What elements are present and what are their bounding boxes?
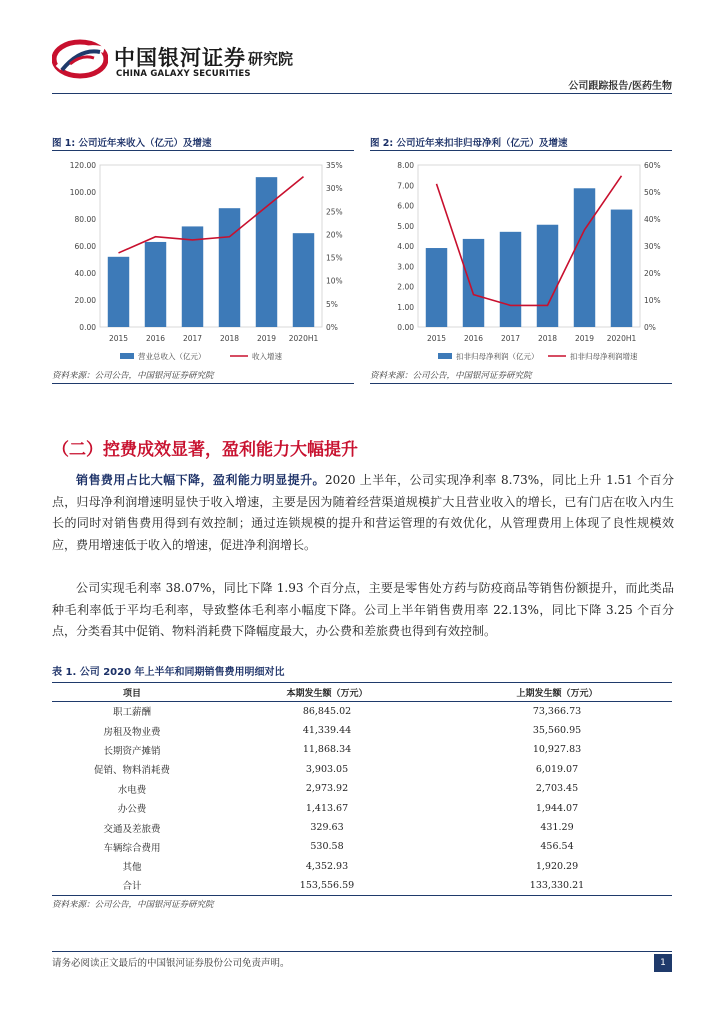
table-cell: 交通及差旅费 <box>103 823 161 835</box>
figure-divider <box>370 383 672 384</box>
bar <box>145 242 166 327</box>
paragraph <box>52 578 674 643</box>
y2-tick-label: 0% <box>326 323 338 332</box>
figure-source: 资料来源：公司公告，中国银河证券研究院 <box>370 371 532 381</box>
brand-name-en: CHINA GALAXY SECURITIES <box>116 69 251 79</box>
y2-tick-label: 40% <box>644 215 661 224</box>
table-row <box>52 798 672 817</box>
table-cell: 6,019.07 <box>535 763 579 775</box>
brand-department: 研究院 <box>248 50 294 68</box>
x-tick-label: 2020H1 <box>288 334 319 343</box>
table-row <box>52 760 672 779</box>
table-cell: 133,330.21 <box>442 876 672 895</box>
table-header-row <box>52 683 672 702</box>
paragraph-lead: 销售费用占比大幅下降，盈利能力明显提升。 <box>76 473 325 487</box>
table-cell: 1,920.29 <box>535 860 579 872</box>
table-row <box>52 857 672 876</box>
table-cell: 329.63 <box>310 822 344 834</box>
x-tick-label: 2018 <box>219 334 240 343</box>
table-cell: 1,944.07 <box>535 802 579 814</box>
table-cell: 456.54 <box>540 841 574 853</box>
paragraph-text: 公司实现毛利率 38.07%，同比下降 1.93 个百分点，主要是零售处方药与防疫商品等销售份额提升，而此类品种毛利率低于平均毛利率，导致整体毛利率小幅度下降。公司上半年销售费用率 22.13%，同比下降 3.25 个百分点，分类看其中促销、物料消耗费下降幅度最大，办公费和差旅费也得到有效控制。 <box>52 581 674 638</box>
figure-net-profit <box>370 135 672 369</box>
x-tick-label: 2017 <box>500 334 521 343</box>
y-tick-label: 3.00 <box>397 262 414 272</box>
plot-frame <box>418 165 640 327</box>
table-row <box>52 818 672 837</box>
table-cell: 其他 <box>122 862 142 874</box>
y-tick-label: 6.00 <box>397 201 414 211</box>
table-cell: 86,845.02 <box>302 705 352 717</box>
y-tick-label: 0.00 <box>79 323 96 332</box>
table-source: 资料来源：公司公告，中国银河证券研究院 <box>52 900 214 910</box>
table-row <box>52 702 672 721</box>
y-tick-label: 40.00 <box>74 269 96 278</box>
y2-tick-label: 30% <box>326 184 343 194</box>
y-tick-label: 60.00 <box>74 242 96 251</box>
column-header: 本期发生额（万元） <box>212 683 442 702</box>
y-tick-label: 7.00 <box>397 181 414 191</box>
legend-label: 扣非归母净利润增速 <box>570 352 638 361</box>
y-tick-label: 0.00 <box>397 323 414 332</box>
paragraph-text: 2020 上半年，公司实现净利率 8.73%，同比上升 1.51 个百分点，归母净利润增速明显快于收入增速，主要是因为随着经营渠道规模扩大且营业收入的增长，已有门店在收入内生长的同时对销售费用得到有效控制；通过连锁规模的提升和营运管理的有效优化，从管理费用上体现了良性规模效应，费用增速低于收入的增速，促进净利润增长。 <box>52 473 674 552</box>
y2-tick-label: 60% <box>644 161 661 170</box>
bar <box>426 248 447 327</box>
table-cell: 41,339.44 <box>302 725 352 737</box>
x-tick-label: 2018 <box>537 334 558 343</box>
x-tick-label: 2020H1 <box>606 334 637 343</box>
table-title: 表 1. 公司 2020 年上半年和同期销售费用明细对比 <box>52 667 285 678</box>
table-row <box>52 779 672 798</box>
y2-tick-label: 50% <box>644 188 661 197</box>
legend-swatch-bar <box>438 353 452 359</box>
galaxy-logo-icon <box>52 38 108 80</box>
table-cell: 3,903.05 <box>305 763 349 775</box>
bar <box>611 210 632 327</box>
y-tick-label: 2.00 <box>397 282 414 292</box>
y2-tick-label: 20% <box>644 269 661 278</box>
y2-tick-label: 25% <box>326 207 343 217</box>
report-type: 公司跟踪报告/医药生物 <box>568 81 672 92</box>
legend-label: 营业总收入（亿元） <box>138 352 206 361</box>
y2-tick-label: 35% <box>326 161 343 170</box>
x-tick-label: 2016 <box>463 334 484 343</box>
legend-label: 收入增速 <box>252 352 282 361</box>
table-cell: 房租及物业费 <box>103 726 161 738</box>
y2-tick-label: 15% <box>326 253 343 263</box>
bar <box>463 239 484 327</box>
table-cell: 职工薪酬 <box>112 707 151 719</box>
table-cell: 11,868.34 <box>302 744 352 756</box>
table-cell: 2,703.45 <box>535 783 579 795</box>
bar <box>500 232 521 327</box>
table-cell: 车辆综合费用 <box>103 842 161 854</box>
table-cell: 办公费 <box>117 804 147 816</box>
table-row <box>52 876 672 895</box>
y-tick-label: 5.00 <box>397 221 414 231</box>
figure-source: 资料来源：公司公告，中国银河证券研究院 <box>52 371 214 381</box>
bar <box>219 208 240 327</box>
y2-tick-label: 0% <box>644 323 656 332</box>
y2-tick-label: 5% <box>326 299 338 309</box>
net-profit-chart <box>370 155 672 369</box>
table-row <box>52 837 672 856</box>
paragraph <box>52 470 674 556</box>
table-cell: 35,560.95 <box>532 725 582 737</box>
table-cell: 1,413.67 <box>305 802 349 814</box>
x-tick-label: 2017 <box>182 334 203 343</box>
table-row <box>52 721 672 740</box>
figure-title: 图 2: 公司近年来扣非归母净利（亿元）及增速 <box>370 135 672 151</box>
brand-name-cn: 中国银河证券 <box>114 46 246 70</box>
bar <box>293 233 314 327</box>
table-cell: 2,973.92 <box>305 783 349 795</box>
y-tick-label: 4.00 <box>397 242 414 251</box>
footer-divider <box>52 951 672 952</box>
y2-tick-label: 10% <box>326 276 343 286</box>
x-tick-label: 2015 <box>108 334 129 343</box>
y-tick-label: 20.00 <box>74 296 96 305</box>
bar <box>537 225 558 327</box>
figure-title: 图 1: 公司近年来收入（亿元）及增速 <box>52 135 354 151</box>
y2-tick-label: 30% <box>644 242 661 251</box>
table-cell: 水电费 <box>117 784 147 796</box>
bar <box>108 257 129 327</box>
table-cell: 合计 <box>52 876 212 895</box>
section-title: （二）控费成效显著，盈利能力大幅提升 <box>52 440 358 460</box>
y2-tick-label: 10% <box>644 296 661 305</box>
expense-table <box>52 682 672 896</box>
table-cell: 10,927.83 <box>532 744 582 756</box>
legend-swatch-bar <box>120 353 134 359</box>
y2-tick-label: 20% <box>326 230 343 240</box>
legend-label: 扣非归母净利润（亿元） <box>456 352 539 361</box>
revenue-chart <box>52 155 354 369</box>
y-tick-label: 120.00 <box>69 161 96 170</box>
table-cell: 431.29 <box>540 822 574 834</box>
x-tick-label: 2019 <box>256 334 277 343</box>
x-tick-label: 2016 <box>145 334 166 343</box>
table-cell: 153,556.59 <box>212 876 442 895</box>
table-cell: 长期资产摊销 <box>103 745 161 757</box>
figure-divider <box>52 383 354 384</box>
y-tick-label: 8.00 <box>397 161 414 170</box>
page-number: 1 <box>654 954 672 972</box>
figure-revenue <box>52 135 354 369</box>
bar <box>574 188 595 327</box>
table-cell: 530.58 <box>310 841 344 853</box>
y-tick-label: 100.00 <box>69 188 96 197</box>
report-header <box>0 0 724 100</box>
bar <box>182 226 203 327</box>
table-cell: 促销、物料消耗费 <box>93 765 170 777</box>
x-tick-label: 2019 <box>574 334 595 343</box>
y-tick-label: 80.00 <box>74 215 96 224</box>
table-cell: 4,352.93 <box>305 860 349 872</box>
column-header: 项目 <box>52 683 212 702</box>
x-tick-label: 2015 <box>426 334 447 343</box>
table-cell: 73,366.73 <box>532 705 582 717</box>
table-row <box>52 740 672 759</box>
y-tick-label: 1.00 <box>397 302 414 312</box>
column-header: 上期发生额（万元） <box>442 683 672 702</box>
footer-disclaimer: 请务必阅读正文最后的中国银河证券股份公司免责声明。 <box>52 958 290 969</box>
header-divider <box>52 93 672 94</box>
